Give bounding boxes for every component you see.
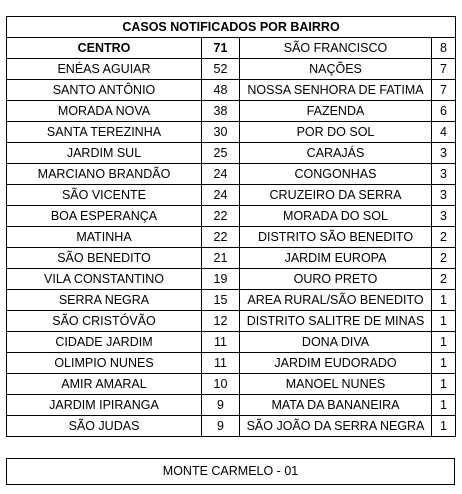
case-count: 21	[202, 248, 240, 269]
case-count: 3	[432, 185, 456, 206]
table-row	[7, 248, 456, 269]
case-count: 24	[202, 164, 240, 185]
neighborhood-name: JARDIM EUDORADO	[240, 353, 432, 374]
case-count: 2	[432, 269, 456, 290]
neighborhood-name: DISTRITO SALITRE DE MINAS	[240, 311, 432, 332]
case-count: 1	[432, 290, 456, 311]
neighborhood-name: AREA RURAL/SÃO BENEDITO	[240, 290, 432, 311]
case-count: 6	[432, 101, 456, 122]
neighborhood-name: SÃO JOÃO DA SERRA NEGRA	[240, 416, 432, 437]
case-count: 2	[432, 227, 456, 248]
table-row	[7, 206, 456, 227]
cases-table	[6, 16, 456, 437]
case-count: 52	[202, 59, 240, 80]
table-row	[7, 269, 456, 290]
neighborhood-name: MANOEL NUNES	[240, 374, 432, 395]
table-row	[7, 185, 456, 206]
case-count: 71	[202, 38, 240, 59]
case-count: 9	[202, 416, 240, 437]
neighborhood-name: SÃO CRISTÓVÃO	[7, 311, 202, 332]
neighborhood-name: MATINHA	[7, 227, 202, 248]
neighborhood-name: NAÇÕES	[240, 59, 432, 80]
neighborhood-name: POR DO SOL	[240, 122, 432, 143]
case-count: 1	[432, 332, 456, 353]
neighborhood-name: CARAJÁS	[240, 143, 432, 164]
neighborhood-name: AMIR AMARAL	[7, 374, 202, 395]
table-row	[7, 290, 456, 311]
case-count: 7	[432, 80, 456, 101]
case-count: 25	[202, 143, 240, 164]
neighborhood-name: OURO PRETO	[240, 269, 432, 290]
neighborhood-name: SERRA NEGRA	[7, 290, 202, 311]
case-count: 1	[432, 395, 456, 416]
table-row	[7, 374, 456, 395]
table-row	[7, 311, 456, 332]
table-row	[7, 395, 456, 416]
neighborhood-name: CENTRO	[7, 38, 202, 59]
case-count: 1	[432, 374, 456, 395]
case-count: 11	[202, 353, 240, 374]
neighborhood-name: MORADA NOVA	[7, 101, 202, 122]
neighborhood-name: OLIMPIO NUNES	[7, 353, 202, 374]
case-count: 9	[202, 395, 240, 416]
case-count: 22	[202, 227, 240, 248]
case-count: 1	[432, 311, 456, 332]
neighborhood-name: SÃO JUDAS	[7, 416, 202, 437]
table-row	[7, 122, 456, 143]
neighborhood-name: SÃO FRANCISCO	[240, 38, 432, 59]
neighborhood-name: NOSSA SENHORA DE FATIMA	[240, 80, 432, 101]
neighborhood-name: SÃO VICENTE	[7, 185, 202, 206]
case-count: 12	[202, 311, 240, 332]
footer-total: MONTE CARMELO - 01	[6, 458, 455, 485]
neighborhood-name: CONGONHAS	[240, 164, 432, 185]
neighborhood-name: SANTA TEREZINHA	[7, 122, 202, 143]
neighborhood-name: DONA DIVA	[240, 332, 432, 353]
neighborhood-name: CRUZEIRO DA SERRA	[240, 185, 432, 206]
case-count: 19	[202, 269, 240, 290]
table-title-row	[7, 17, 456, 38]
table-row	[7, 143, 456, 164]
case-count: 30	[202, 122, 240, 143]
neighborhood-name: DISTRITO SÃO BENEDITO	[240, 227, 432, 248]
neighborhood-name: JARDIM IPIRANGA	[7, 395, 202, 416]
case-count: 22	[202, 206, 240, 227]
table-body	[7, 38, 456, 437]
case-count: 1	[432, 416, 456, 437]
neighborhood-name: ENÉAS AGUIAR	[7, 59, 202, 80]
table-row	[7, 227, 456, 248]
neighborhood-name: JARDIM EUROPA	[240, 248, 432, 269]
case-count: 10	[202, 374, 240, 395]
neighborhood-name: BOA ESPERANÇA	[7, 206, 202, 227]
case-count: 15	[202, 290, 240, 311]
table-row	[7, 59, 456, 80]
case-count: 3	[432, 143, 456, 164]
neighborhood-name: CIDADE JARDIM	[7, 332, 202, 353]
case-count: 2	[432, 248, 456, 269]
neighborhood-name: SÃO BENEDITO	[7, 248, 202, 269]
case-count: 8	[432, 38, 456, 59]
neighborhood-name: MORADA DO SOL	[240, 206, 432, 227]
table-row	[7, 164, 456, 185]
case-count: 38	[202, 101, 240, 122]
table-row	[7, 38, 456, 59]
table-row	[7, 332, 456, 353]
table-row	[7, 80, 456, 101]
neighborhood-name: FAZENDA	[240, 101, 432, 122]
case-count: 3	[432, 206, 456, 227]
neighborhood-name: VILA CONSTANTINO	[7, 269, 202, 290]
case-count: 11	[202, 332, 240, 353]
neighborhood-name: SANTO ANTÔNIO	[7, 80, 202, 101]
case-count: 7	[432, 59, 456, 80]
neighborhood-name: MATA DA BANANEIRA	[240, 395, 432, 416]
table-row	[7, 353, 456, 374]
case-count: 1	[432, 353, 456, 374]
neighborhood-name: JARDIM SUL	[7, 143, 202, 164]
table-row	[7, 101, 456, 122]
case-count: 3	[432, 164, 456, 185]
table-row	[7, 416, 456, 437]
table-title: CASOS NOTIFICADOS POR BAIRRO	[7, 17, 456, 38]
case-count: 48	[202, 80, 240, 101]
case-count: 4	[432, 122, 456, 143]
case-count: 24	[202, 185, 240, 206]
neighborhood-name: MARCIANO BRANDÃO	[7, 164, 202, 185]
